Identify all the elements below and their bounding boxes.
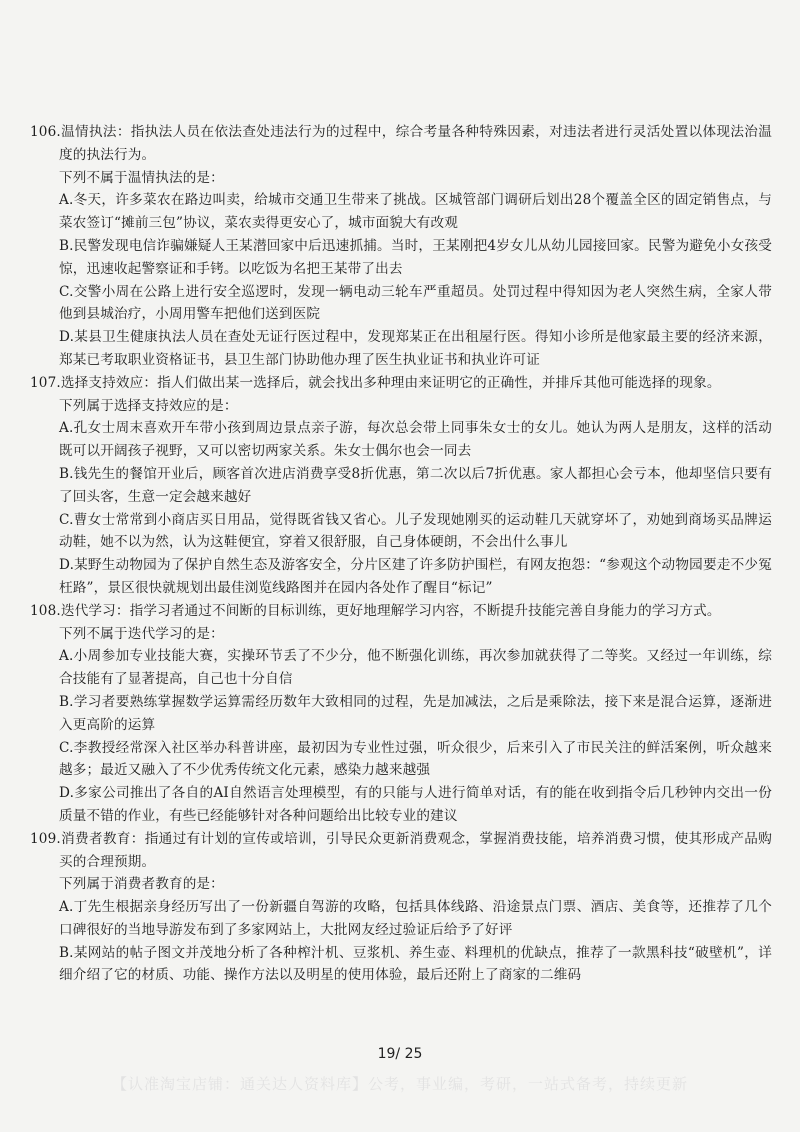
- question-107: [30, 372, 772, 600]
- option-b: B.钱先生的餐馆开业后，顾客首次进店消费享受8折优惠，第二次以后7折优惠。家人都担心会亏本，他却坚信只要有了回头客，生意一定会越来越好: [59, 465, 772, 505]
- question-prompt: 下列属于消费者教育的是：: [59, 876, 224, 893]
- watermark-text: 【认准淘宝店铺：通关达人资料库】公考，事业编，考研，一站式备考，持续更新: [111, 1075, 688, 1093]
- question-stem: 106.温情执法：指执法人员在依法查处违法行为的过程中，综合考量各种特殊因素，对违法者进行灵活处置以体现法治温度的执法行为。: [30, 124, 772, 163]
- option-b: B.学习者要熟练掌握数学运算需经历数年大致相同的过程，先是加减法，之后是乘除法，接下来是混合运算，逐渐进入更高阶的运算: [59, 693, 772, 733]
- option-d: D.某野生动物园为了保护自然生态及游客安全，分片区建了许多防护围栏，有网友抱怨：“参观这个动物园要走不少冤枉路”，景区很快就规划出最佳浏览线路图并在园内各处作了醒目“标记”: [59, 557, 772, 596]
- option-c: C.曹女士常常到小商店买日用品，觉得既省钱又省心。儿子发现她刚买的运动鞋几天就穿坏了，劝她到商场买品牌运动鞋，她不以为然，认为这鞋便宜，穿着又很舒服，自己身体硬朗，不会出什么事儿: [59, 511, 772, 551]
- option-a: A.丁先生根据亲身经历写出了一份新疆自驾游的攻略，包括具体线路、沿途景点门票、酒店、美食等，还推荐了几个口碑很好的当地导游发布到了多家网站上，大批网友经过验证后给予了好评: [59, 899, 772, 938]
- option-c: C.李教授经常深入社区举办科普讲座，最初因为专业性过强，听众很少，后来引入了市民关注的鲜活案例，听众越来越多；最近又融入了不少优秀传统文化元素，感染力越来越强: [59, 739, 772, 779]
- option-b: B.某网站的帖子图文并茂地分析了各种榨汁机、豆浆机、养生壶、料理机的优缺点，推荐了一款黑科技“破壁机”，详细介绍了它的材质、功能、操作方法以及明星的使用体验，最后还附上了商家的二维码: [59, 944, 772, 984]
- option-d: D.多家公司推出了各自的AI自然语言处理模型，有的只能与人进行简单对话，有的能在收到指令后几秒钟内交出一份质量不错的作业，有些已经能够针对各种问题给出比较专业的建议: [59, 785, 772, 824]
- page-number: 19/ 25: [377, 1046, 423, 1062]
- question-108: [30, 600, 772, 828]
- option-b: B.民警发现电信诈骗嫌疑人王某潜回家中后迅速抓捕。当时，王某刚把4岁女儿从幼儿园接回家。民警为避免小女孩受惊，迅速收起警察证和手铐。以吃饭为名把王某带了出去: [59, 237, 772, 277]
- option-a: A.小周参加专业技能大赛，实操环节丢了不少分，他不断强化训练，再次参加就获得了二等奖。又经过一年训练，综合技能有了显著提高，自己也十分自信: [59, 648, 772, 688]
- question-list: [30, 121, 772, 987]
- question-prompt: 下列不属于温情执法的是：: [59, 169, 224, 186]
- question-106: [30, 121, 772, 372]
- question-prompt: 下列属于选择支持效应的是：: [59, 397, 238, 414]
- question-109: [30, 828, 772, 988]
- question-stem: 108.迭代学习：指学习者通过不间断的目标训练，更好地理解学习内容，不断提升技能完善自身能力的学习方式。: [30, 602, 721, 619]
- question-prompt: 下列不属于迭代学习的是：: [59, 625, 224, 642]
- question-stem: 107.选择支持效应：指人们做出某一选择后，就会找出多种理由来证明它的正确性，并排斥其他可能选择的现象。: [30, 374, 721, 391]
- option-a: A.孔女士周末喜欢开车带小孩到周边景点亲子游，每次总会带上同事朱女士的女儿。她认为两人是朋友，这样的活动既可以开阔孩子视野，又可以密切两家关系。朱女士偶尔也会一同去: [59, 420, 772, 460]
- question-stem: 109.消费者教育：指通过有计划的宣传或培训，引导民众更新消费观念，掌握消费技能，培养消费习惯，使其形成产品购买的合理预期。: [30, 830, 772, 870]
- option-c: C.交警小周在公路上进行安全巡逻时，发现一辆电动三轮车严重超员。处罚过程中得知因为老人突然生病，全家人带他到县城治疗，小周用警车把他们送到医院: [59, 283, 772, 323]
- option-d: D.某县卫生健康执法人员在查处无证行医过程中，发现郑某正在出租屋行医。得知小诊所是他家最主要的经济来源，郑某已考取职业资格证书，县卫生部门协助他办理了医生执业证书和执业许可证: [59, 329, 772, 368]
- option-a: A.冬天，许多菜农在路边叫卖，给城市交通卫生带来了挑战。区城管部门调研后划出28个覆盖全区的固定销售点，与菜农签订“摊前三包”协议，菜农卖得更安心了，城市面貌大有改观: [59, 192, 772, 232]
